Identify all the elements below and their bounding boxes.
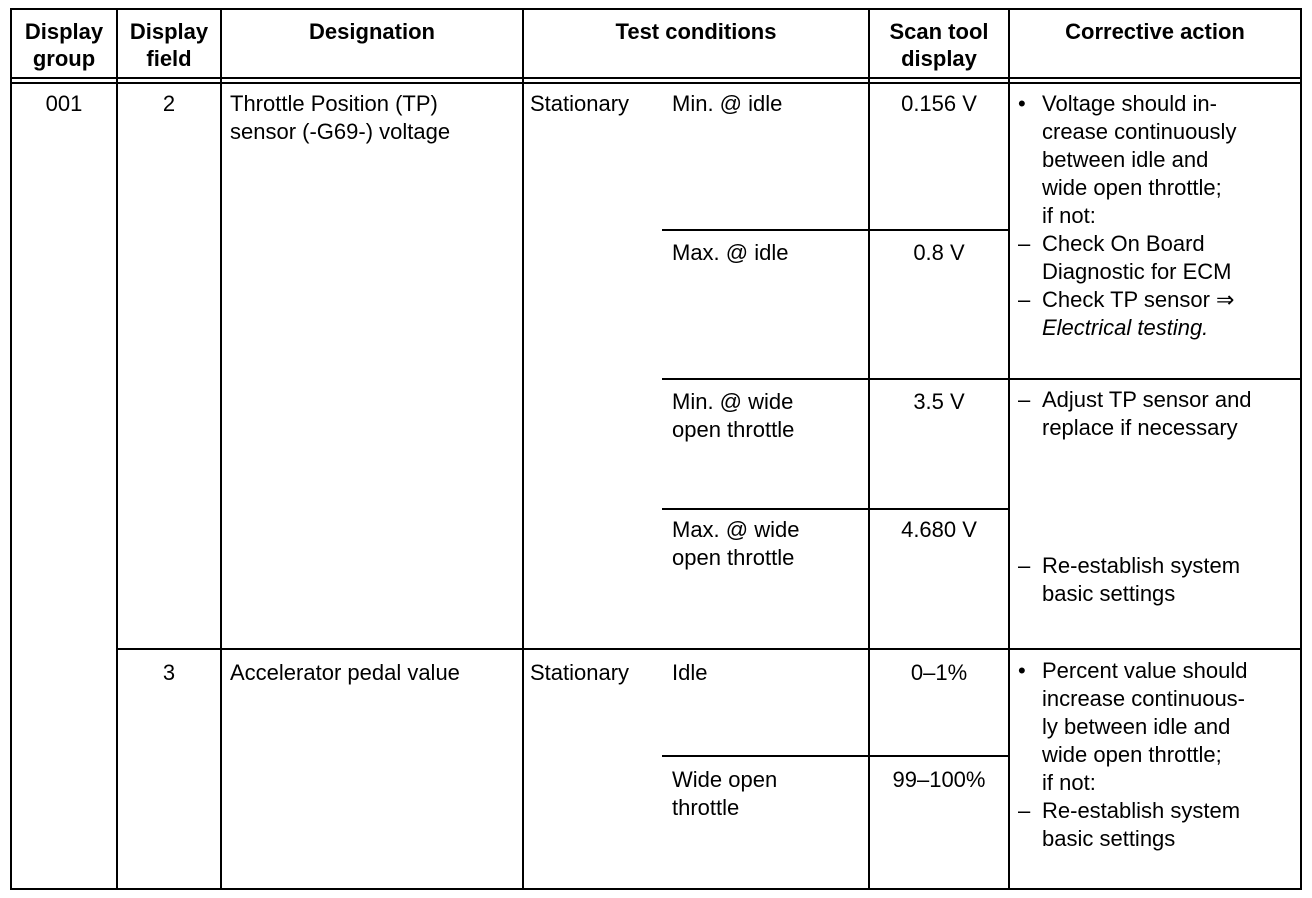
row-divider <box>116 648 1300 650</box>
row-divider <box>662 755 1008 757</box>
condition-label: Min. @ idle <box>672 91 783 116</box>
scan-value: 0–1% <box>910 660 968 685</box>
scan-value: 99–100% <box>892 767 986 792</box>
col-divider <box>116 10 118 888</box>
action-item: – Re-establish system basic settings <box>1018 798 1241 851</box>
col-divider <box>220 10 222 888</box>
corrective-action-block <box>1010 90 1300 342</box>
condition-label: Max. @ idle <box>672 240 789 265</box>
electrical-testing-link: Electrical testing. <box>1042 315 1209 340</box>
action-item: • Percent value should increase continuous- ly between idle and wide open throttle; if not: <box>1018 658 1248 795</box>
scan-value: 4.680 V <box>901 517 977 542</box>
header-designation: Designation <box>309 19 435 44</box>
display-field-value: 2 <box>162 91 176 116</box>
row-divider <box>662 508 1008 510</box>
condition-label: Max. @ wide open throttle <box>672 517 800 570</box>
action-item: – Check TP sensor ⇒ Electrical testing. <box>1018 287 1235 340</box>
condition-label: Wide open throttle <box>672 767 778 820</box>
corrective-action-block <box>1010 657 1300 853</box>
display-field-value: 3 <box>162 660 176 685</box>
col-divider <box>522 10 524 888</box>
action-item: – Re-establish system basic settings <box>1018 553 1241 606</box>
condition-label: Idle <box>672 660 708 685</box>
designation-text: Accelerator pedal value <box>230 660 460 685</box>
header-scan-tool: Scan tool display <box>889 19 989 71</box>
header-divider <box>12 82 1300 84</box>
test-state: Stationary <box>530 91 630 116</box>
designation-text: Throttle Position (TP) sensor (-G69-) voltage <box>230 91 451 144</box>
corrective-action-block <box>1010 386 1300 442</box>
scan-value: 0.8 V <box>913 240 965 265</box>
row-divider <box>662 378 1300 380</box>
scan-value: 3.5 V <box>913 389 965 414</box>
header-test-conditions: Test conditions <box>615 19 777 44</box>
action-item: – Check On Board Diagnostic for ECM <box>1018 231 1232 284</box>
test-state: Stationary <box>530 660 630 685</box>
action-item: – Adjust TP sensor and replace if necessary <box>1018 387 1252 440</box>
header-corrective-action: Corrective action <box>1065 19 1245 44</box>
row-divider <box>662 229 1008 231</box>
corrective-action-block <box>1010 552 1300 608</box>
condition-label: Min. @ wide open throttle <box>672 389 795 442</box>
scan-value: 0.156 V <box>901 91 977 116</box>
action-item: • Voltage should in- crease continuously between idle and wide open throttle; if not: <box>1018 91 1237 228</box>
header-divider <box>12 77 1300 79</box>
diagnostic-table <box>10 8 1302 890</box>
header-display-group: Display group <box>24 19 104 71</box>
display-group-value: 001 <box>45 91 83 116</box>
header-display-field: Display field <box>129 19 209 71</box>
